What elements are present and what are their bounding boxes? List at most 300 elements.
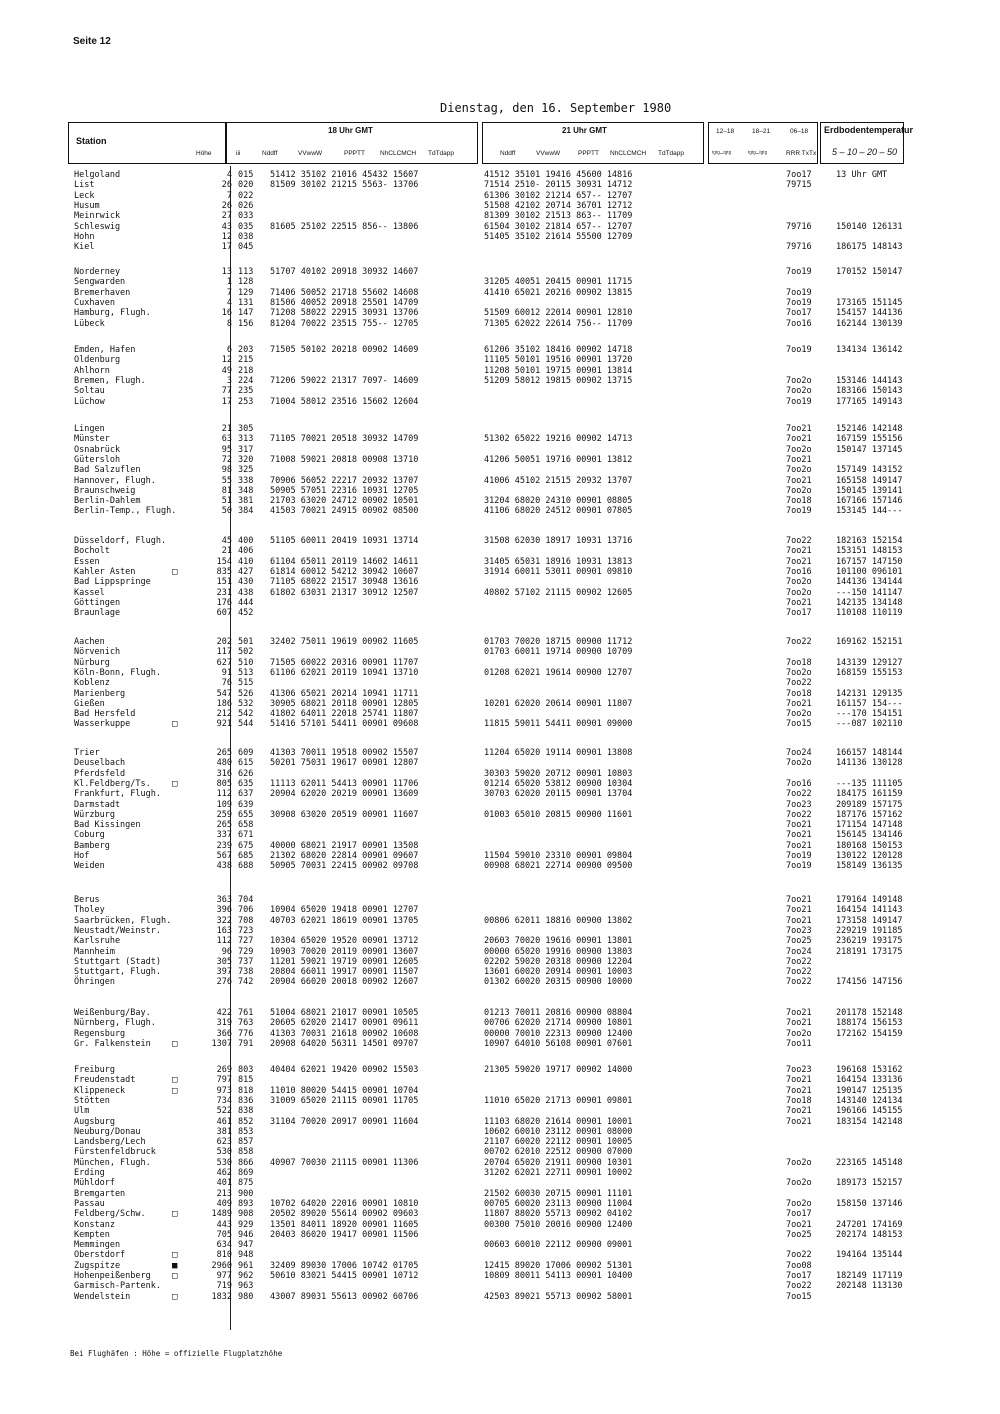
- table-row: [0, 180, 1000, 190]
- table-row: [0, 376, 1000, 386]
- uhr18-col: VVwwW: [298, 150, 323, 157]
- station-height: 17: [221, 242, 232, 253]
- range-2: 18–21: [752, 128, 771, 135]
- station-name: Göttingen: [74, 597, 121, 608]
- obs-21-uhr: 11204 65020 19114 00901 13808: [484, 748, 633, 758]
- station-iii: 857: [238, 1137, 254, 1148]
- station-name: Deuselbach: [74, 758, 126, 769]
- record-date: 7oo2o: [786, 1028, 812, 1039]
- table-row: [0, 242, 1000, 252]
- station-height: 623: [216, 1137, 232, 1148]
- obs-21-uhr: 10809 80011 54113 00901 10400: [484, 1271, 633, 1281]
- obs-21-uhr: 10201 62020 20614 00901 11807: [484, 698, 633, 709]
- station-height: 462: [216, 1168, 232, 1178]
- soil-values: 183166 150143: [836, 386, 903, 397]
- station-marker: ■: [172, 1260, 178, 1271]
- station-height: 363: [216, 895, 232, 905]
- record-date: 7oo19: [786, 345, 812, 355]
- record-date: 7oo21: [786, 1075, 812, 1086]
- obs-21-uhr: 00806 62011 18816 00900 13802: [484, 915, 633, 926]
- station-height: 49: [221, 365, 232, 376]
- obs-18-uhr: 41303 70031 21618 00902 10608: [270, 1028, 419, 1039]
- soil-values: 190147 125135: [836, 1085, 903, 1096]
- soil-values: 142135 134148: [836, 597, 903, 608]
- table-row: [0, 1168, 1000, 1178]
- station-iii: 803: [238, 1065, 254, 1075]
- station-height: 805: [216, 778, 232, 789]
- soil-values: 182163 152154: [836, 536, 903, 546]
- station-height: 109: [216, 799, 232, 810]
- station-name: Meinrwick: [74, 211, 121, 222]
- station-iii: 962: [238, 1271, 254, 1281]
- table-row: [0, 465, 1000, 475]
- obs-18-uhr: 71008 59021 20818 00908 13710: [270, 454, 419, 465]
- station-height: 409: [216, 1198, 232, 1209]
- obs-18-uhr: 32402 75011 19619 00902 11605: [270, 637, 419, 647]
- record-date: 7oo19: [786, 267, 812, 277]
- soil-values: 196166 145155: [836, 1106, 903, 1117]
- obs-18-uhr: 20502 89020 55614 00902 09603: [270, 1209, 419, 1220]
- station-header: Station: [76, 136, 107, 146]
- table-row: [0, 277, 1000, 287]
- record-date: 7oo23: [786, 1065, 812, 1075]
- station-name: München, Flugh.: [74, 1157, 151, 1168]
- obs-18-uhr: 71505 50102 20218 00902 14609: [270, 345, 419, 355]
- obs-21-uhr: 00603 60010 22112 00900 09001: [484, 1240, 633, 1251]
- soil-values: 153151 148153: [836, 546, 903, 557]
- table-row: [0, 1158, 1000, 1168]
- range-1: 12–18: [716, 128, 735, 135]
- station-name: Koblenz: [74, 678, 110, 689]
- station-height: 835: [216, 566, 232, 577]
- soil-values: 173165 151145: [836, 297, 903, 308]
- obs-21-uhr: 61306 30102 21214 657-- 12707: [484, 190, 633, 201]
- soil-values: 177165 149143: [836, 396, 903, 407]
- record-date: 7oo2o: [786, 587, 812, 598]
- station-iii: 526: [238, 688, 254, 699]
- range-3-sub: RRR TxTx: [786, 150, 817, 157]
- soil-depths: 5 – 10 – 20 – 50: [832, 147, 898, 157]
- station-name: Bremerhaven: [74, 287, 131, 298]
- station-height: 17: [221, 396, 232, 407]
- obs-21-uhr: 51509 60012 22014 00901 12810: [484, 308, 633, 319]
- obs-18-uhr: 50610 83021 54415 00901 10712: [270, 1271, 419, 1281]
- station-height: 45: [221, 536, 232, 546]
- station-name: Garmisch-Partenk.: [74, 1281, 161, 1292]
- station-iii: 908: [238, 1209, 254, 1220]
- station-height: 26: [221, 200, 232, 211]
- soil-values: 180168 150153: [836, 840, 903, 851]
- station-name: Berlin-Temp., Flugh.: [74, 506, 177, 517]
- station-height: 72: [221, 454, 232, 465]
- station-name: Kempten: [74, 1229, 110, 1240]
- soil-values: 168159 155153: [836, 667, 903, 678]
- record-date: 7oo2o: [786, 444, 812, 455]
- station-marker: □: [172, 1075, 178, 1086]
- station-iii: 215: [238, 355, 254, 366]
- obs-18-uhr: 81506 40052 20918 25501 14709: [270, 297, 419, 308]
- record-date: 7oo21: [786, 434, 812, 445]
- height-header: Höhe: [196, 150, 212, 157]
- table-row: [0, 637, 1000, 647]
- station-height: 443: [216, 1219, 232, 1230]
- soil-values: 158150 137146: [836, 1198, 903, 1209]
- obs-18-uhr: 51412 35102 21016 45432 15607: [270, 170, 419, 180]
- station-height: 77: [221, 386, 232, 397]
- obs-18-uhr: 71105 68022 21517 30948 13616: [270, 577, 419, 588]
- soil-values: 170152 150147: [836, 267, 903, 277]
- obs-18-uhr: 41802 64011 22018 25741 11807: [270, 709, 419, 720]
- soil-values: 173158 149147: [836, 915, 903, 926]
- table-row: [0, 267, 1000, 277]
- obs-21-uhr: 20603 70020 19616 00901 13801: [484, 936, 633, 947]
- station-height: 337: [216, 830, 232, 841]
- soil-values: 143139 129127: [836, 657, 903, 668]
- station-marker: □: [172, 719, 178, 730]
- obs-21-uhr: 31202 62021 22711 00901 10002: [484, 1168, 633, 1178]
- table-row: [0, 936, 1000, 946]
- station-height: 319: [216, 1018, 232, 1029]
- obs-18-uhr: 61802 63031 21317 30912 12507: [270, 587, 419, 598]
- obs-21-uhr: 11815 59011 54411 00901 09000: [484, 719, 633, 730]
- record-date: 7oo23: [786, 925, 812, 936]
- station-name: Zugspitze: [74, 1260, 121, 1271]
- station-marker: □: [172, 1250, 178, 1261]
- station-height: 51: [221, 496, 232, 507]
- soil-temp-header: Erdbodentemperatur: [824, 125, 914, 135]
- station-iii: 688: [238, 861, 254, 872]
- table-row: [0, 668, 1000, 678]
- soil-values: 194164 135144: [836, 1250, 903, 1261]
- soil-values: 153146 144143: [836, 375, 903, 386]
- station-iii: 776: [238, 1028, 254, 1039]
- table-row: [0, 709, 1000, 719]
- soil-values: 165158 149147: [836, 475, 903, 486]
- station-height: 212: [216, 709, 232, 720]
- station-height: 7: [226, 287, 232, 298]
- station-height: 7: [226, 190, 232, 201]
- station-name: Neuburg/Donau: [74, 1126, 141, 1137]
- table-row: [0, 1039, 1000, 1049]
- obs-21-uhr: 01302 60020 20315 00900 10000: [484, 977, 633, 988]
- station-name: Düsseldorf, Flugh.: [74, 536, 167, 546]
- soil-values: 150140 126131: [836, 221, 903, 232]
- record-date: 7oo25: [786, 1229, 812, 1240]
- obs-18-uhr: 30908 63020 20519 00901 11607: [270, 809, 419, 820]
- obs-21-uhr: 11208 50101 19715 00901 13814: [484, 365, 633, 376]
- obs-21-uhr: 21107 60020 22112 00901 10005: [484, 1137, 633, 1148]
- station-iii: 635: [238, 778, 254, 789]
- record-date: 7oo21: [786, 895, 812, 905]
- station-name: Nürnberg, Flugh.: [74, 1018, 156, 1029]
- station-height: 265: [216, 748, 232, 758]
- station-iii: 235: [238, 386, 254, 397]
- record-date: 7oo19: [786, 287, 812, 298]
- station-height: 547: [216, 688, 232, 699]
- station-name: Bad Hersfeld: [74, 709, 136, 720]
- station-name: Hohenpeißenberg: [74, 1271, 151, 1281]
- station-iii: 544: [238, 719, 254, 730]
- station-iii: 325: [238, 465, 254, 476]
- obs-21-uhr: 13601 60020 20914 00901 10003: [484, 967, 633, 978]
- obs-18-uhr: 71004 58012 23516 15602 12604: [270, 396, 419, 407]
- record-date: 7oo21: [786, 546, 812, 557]
- station-iii: 836: [238, 1095, 254, 1106]
- soil-values: 209189 157175: [836, 799, 903, 810]
- station-iii: 406: [238, 546, 254, 557]
- record-date: 7oo2o: [786, 758, 812, 769]
- station-name: Lingen: [74, 424, 105, 434]
- soil-values: 162144 130139: [836, 318, 903, 329]
- station-height: 797: [216, 1075, 232, 1086]
- station-height: 921: [216, 719, 232, 730]
- table-row: [0, 546, 1000, 556]
- station-name: Bamberg: [74, 840, 110, 851]
- station-iii: 313: [238, 434, 254, 445]
- obs-21-uhr: 00702 62010 22512 00900 07000: [484, 1147, 633, 1158]
- table-row: [0, 926, 1000, 936]
- record-date: 7oo15: [786, 1291, 812, 1302]
- record-date: 7oo19: [786, 506, 812, 517]
- record-date: 7oo22: [786, 809, 812, 820]
- table-row: [0, 1096, 1000, 1106]
- table-row: [0, 748, 1000, 758]
- station-height: 634: [216, 1240, 232, 1251]
- station-height: 151: [216, 577, 232, 588]
- table-row: [0, 1029, 1000, 1039]
- record-date: 7oo21: [786, 556, 812, 567]
- station-name: Wendelstein: [74, 1291, 131, 1302]
- station-name: Bremgarten: [74, 1188, 126, 1199]
- obs-21-uhr: 11807 88020 55713 00902 04102: [484, 1209, 633, 1220]
- soil-values: 179164 149148: [836, 895, 903, 905]
- soil-values: 164154 133136: [836, 1075, 903, 1086]
- table-row: [0, 779, 1000, 789]
- uhr21-col: NhCLCMCH: [610, 150, 647, 157]
- station-height: 27: [221, 211, 232, 222]
- table-row: [0, 758, 1000, 768]
- obs-18-uhr: 71406 50052 21718 55602 14608: [270, 287, 419, 298]
- station-iii: 637: [238, 789, 254, 800]
- station-name: Stuttgart, Flugh.: [74, 967, 161, 978]
- range-3: 06–18: [790, 128, 809, 135]
- uhr21-col: TdTdapp: [658, 150, 685, 157]
- soil-values: 223165 145148: [836, 1157, 903, 1168]
- station-name: Kl.Feldberg/Ts.: [74, 778, 151, 789]
- station-iii: 761: [238, 1008, 254, 1018]
- station-height: 734: [216, 1095, 232, 1106]
- station-iii: 853: [238, 1126, 254, 1137]
- soil-values: 13 Uhr GMT: [836, 170, 888, 180]
- station-iii: 410: [238, 556, 254, 567]
- station-height: 112: [216, 789, 232, 800]
- obs-18-uhr: 21302 68020 22814 00901 09607: [270, 851, 419, 861]
- station-iii: 400: [238, 536, 254, 546]
- station-marker: □: [172, 566, 178, 577]
- obs-21-uhr: 41410 65021 20216 00902 13815: [484, 287, 633, 298]
- table-row: [0, 1189, 1000, 1199]
- station-name: Konstanz: [74, 1219, 115, 1230]
- table-row: [0, 895, 1000, 905]
- station-name: Braunlage: [74, 608, 121, 619]
- obs-18-uhr: 10304 65020 19520 00901 13712: [270, 936, 419, 947]
- station-name: Landsberg/Lech: [74, 1137, 146, 1148]
- obs-21-uhr: 00908 68021 22714 00900 09500: [484, 861, 633, 872]
- station-height: 43: [221, 221, 232, 232]
- table-row: [0, 1075, 1000, 1085]
- obs-18-uhr: 51004 68021 21017 00901 10505: [270, 1008, 419, 1018]
- obs-21-uhr: 00300 75010 20016 00900 12400: [484, 1219, 633, 1230]
- obs-21-uhr: 01003 65010 20815 00900 11601: [484, 809, 633, 820]
- obs-21-uhr: 11010 65020 21713 00901 09801: [484, 1095, 633, 1106]
- table-row: [0, 608, 1000, 618]
- station-marker: □: [172, 1271, 178, 1281]
- table-row: [0, 977, 1000, 987]
- table-row: [0, 810, 1000, 820]
- station-height: 186: [216, 698, 232, 709]
- station-marker: □: [172, 1085, 178, 1096]
- soil-values: 183154 142148: [836, 1116, 903, 1127]
- station-iii: 129: [238, 287, 254, 298]
- table-row: [0, 947, 1000, 957]
- station-iii: 147: [238, 308, 254, 319]
- station-name: List: [74, 180, 95, 191]
- record-date: 7oo18: [786, 1095, 812, 1106]
- station-height: 95: [221, 444, 232, 455]
- station-height: 705: [216, 1229, 232, 1240]
- table-row: [0, 1220, 1000, 1230]
- station-height: 98: [221, 465, 232, 476]
- station-height: 12: [221, 231, 232, 242]
- station-name: Kassel: [74, 587, 105, 598]
- soil-values: 201178 152148: [836, 1008, 903, 1018]
- station-height: 1489: [211, 1209, 232, 1220]
- obs-18-uhr: 20804 66011 19917 00901 11507: [270, 967, 419, 978]
- uhr18-col: TdTdapp: [428, 150, 455, 157]
- record-date: 7oo2o: [786, 667, 812, 678]
- obs-21-uhr: 31405 65031 18916 10931 13813: [484, 556, 633, 567]
- station-name: Neustadt/Weinstr.: [74, 925, 161, 936]
- station-iii: 218: [238, 365, 254, 376]
- station-iii: 737: [238, 956, 254, 967]
- soil-values: 167166 157146: [836, 496, 903, 507]
- station-height: 81: [221, 485, 232, 496]
- station-height: 305: [216, 956, 232, 967]
- record-date: 7oo19: [786, 851, 812, 861]
- record-date: 7oo16: [786, 318, 812, 329]
- station-iii: 015: [238, 170, 254, 180]
- station-height: 259: [216, 809, 232, 820]
- uhr21-col: VVwwW: [536, 150, 561, 157]
- station-name: Berus: [74, 895, 100, 905]
- record-date: 7oo16: [786, 778, 812, 789]
- soil-values: 101100 096101: [836, 566, 903, 577]
- obs-18-uhr: 61814 60012 54212 30942 10607: [270, 566, 419, 577]
- station-name: Trier: [74, 748, 100, 758]
- table-row: [0, 1209, 1000, 1219]
- record-date: 7oo21: [786, 1008, 812, 1018]
- station-name: Öhringen: [74, 977, 115, 988]
- station-name: Augsburg: [74, 1116, 115, 1127]
- station-name: Oldenburg: [74, 355, 121, 366]
- page-number: Seite 12: [73, 36, 111, 47]
- obs-18-uhr: 20904 62020 20219 00901 13609: [270, 789, 419, 800]
- station-name: Gütersloh: [74, 454, 121, 465]
- soil-values: 161157 154---: [836, 698, 903, 709]
- record-date: 7oo19: [786, 297, 812, 308]
- station-iii: 224: [238, 375, 254, 386]
- station-height: 154: [216, 556, 232, 567]
- table-row: [0, 232, 1000, 242]
- obs-21-uhr: 61206 35102 18416 00902 14718: [484, 345, 633, 355]
- station-iii: 532: [238, 698, 254, 709]
- station-height: 461: [216, 1116, 232, 1127]
- soil-values: 157149 143152: [836, 465, 903, 476]
- record-date: 7oo21: [786, 1219, 812, 1230]
- station-height: 21: [221, 424, 232, 434]
- obs-18-uhr: 70906 56052 22217 20932 13707: [270, 475, 419, 486]
- station-iii: 615: [238, 758, 254, 769]
- obs-18-uhr: 40404 62021 19420 00902 15503: [270, 1065, 419, 1075]
- obs-18-uhr: 81204 70022 23515 755-- 12705: [270, 318, 419, 329]
- station-height: 176: [216, 597, 232, 608]
- record-date: 7oo19: [786, 861, 812, 872]
- station-height: 21: [221, 546, 232, 557]
- obs-18-uhr: 61104 65011 20119 14602 14611: [270, 556, 419, 567]
- soil-values: 182149 117119: [836, 1271, 903, 1281]
- soil-values: 130122 120128: [836, 851, 903, 861]
- uhr21-header: 21 Uhr GMT: [562, 126, 607, 135]
- record-date: 7oo22: [786, 536, 812, 546]
- table-row: [0, 1271, 1000, 1281]
- station-height: 112: [216, 936, 232, 947]
- table-row: [0, 689, 1000, 699]
- soil-values: 141136 130128: [836, 758, 903, 769]
- station-iii: 020: [238, 180, 254, 191]
- record-date: 7oo21: [786, 1106, 812, 1117]
- obs-18-uhr: 51707 40102 20918 30932 14607: [270, 267, 419, 277]
- soil-values: 174156 147156: [836, 977, 903, 988]
- table-row: [0, 536, 1000, 546]
- station-name: Tholey: [74, 905, 105, 916]
- station-name: Mühldorf: [74, 1178, 115, 1189]
- station-iii: 704: [238, 895, 254, 905]
- obs-18-uhr: 21703 63020 24712 00902 10501: [270, 496, 419, 507]
- station-iii: 675: [238, 840, 254, 851]
- station-name: Stötten: [74, 1095, 110, 1106]
- soil-values: 188174 156153: [836, 1018, 903, 1029]
- obs-18-uhr: 31009 65020 21115 00901 11705: [270, 1095, 419, 1106]
- table-row: [0, 1230, 1000, 1240]
- table-row: [0, 967, 1000, 977]
- station-iii: 980: [238, 1291, 254, 1302]
- station-height: 973: [216, 1085, 232, 1096]
- obs-18-uhr: 50905 57051 22316 10931 12705: [270, 485, 419, 496]
- station-height: 422: [216, 1008, 232, 1018]
- record-date: 7oo21: [786, 475, 812, 486]
- record-date: 7oo21: [786, 905, 812, 916]
- obs-18-uhr: 10702 64020 22016 00901 10810: [270, 1198, 419, 1209]
- obs-18-uhr: 11201 59021 19719 00901 12605: [270, 956, 419, 967]
- station-height: 567: [216, 851, 232, 861]
- record-date: 79716: [786, 221, 812, 232]
- station-iii: 038: [238, 231, 254, 242]
- station-iii: 875: [238, 1178, 254, 1189]
- soil-values: 150147 137145: [836, 444, 903, 455]
- station-height: 4: [226, 297, 232, 308]
- station-name: Kahler Asten: [74, 566, 136, 577]
- station-name: Saarbrücken, Flugh.: [74, 915, 172, 926]
